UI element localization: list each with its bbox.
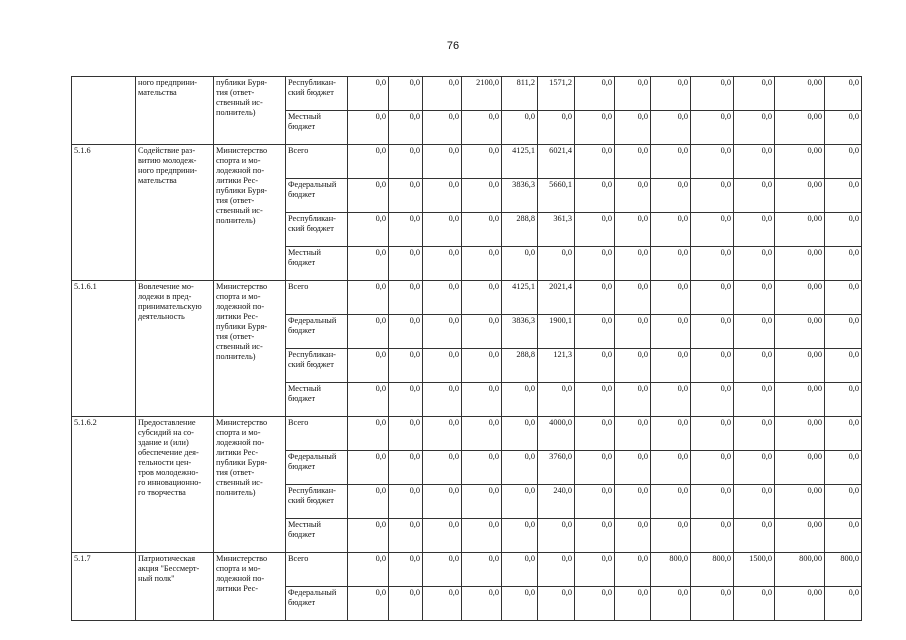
value-cell: 0,0 xyxy=(734,349,775,383)
value-cell: 0,0 xyxy=(651,145,691,179)
value-cell: 0,0 xyxy=(348,519,389,553)
value-cell: 0,0 xyxy=(348,587,389,621)
value-cell: 0,0 xyxy=(462,485,502,519)
value-cell: 0,0 xyxy=(615,281,651,315)
value-cell: 3760,0 xyxy=(538,451,575,485)
item-code: 5.1.7 xyxy=(72,553,136,621)
value-cell: 0,0 xyxy=(825,145,862,179)
value-cell: 0,0 xyxy=(734,587,775,621)
value-cell: 288,8 xyxy=(502,213,538,247)
value-cell: 0,0 xyxy=(651,77,691,111)
value-cell: 0,0 xyxy=(734,417,775,451)
value-cell: 0,0 xyxy=(575,417,615,451)
table-row xyxy=(72,417,862,451)
value-cell: 0,00 xyxy=(775,485,825,519)
value-cell: 0,0 xyxy=(734,77,775,111)
value-cell: 0,0 xyxy=(538,587,575,621)
value-cell: 0,0 xyxy=(423,383,462,417)
value-cell: 0,0 xyxy=(691,383,734,417)
value-cell: 0,00 xyxy=(775,179,825,213)
value-cell: 0,0 xyxy=(651,383,691,417)
funding-source: Местный бюджет xyxy=(286,247,348,281)
value-cell: 0,0 xyxy=(348,247,389,281)
value-cell: 0,0 xyxy=(575,315,615,349)
funding-source: Местный бюджет xyxy=(286,519,348,553)
table-row xyxy=(72,145,862,179)
value-cell: 0,0 xyxy=(691,281,734,315)
value-cell: 0,0 xyxy=(575,519,615,553)
funding-source: Всего xyxy=(286,281,348,315)
value-cell: 0,0 xyxy=(462,145,502,179)
value-cell: 0,0 xyxy=(462,281,502,315)
value-cell: 0,0 xyxy=(825,587,862,621)
value-cell: 0,0 xyxy=(734,485,775,519)
funding-source: Республикан- ский бюджет xyxy=(286,349,348,383)
value-cell: 0,0 xyxy=(734,247,775,281)
value-cell: 0,00 xyxy=(775,111,825,145)
value-cell: 0,0 xyxy=(538,383,575,417)
value-cell: 0,0 xyxy=(389,349,423,383)
value-cell: 0,0 xyxy=(651,485,691,519)
value-cell: 0,0 xyxy=(825,349,862,383)
value-cell: 2021,4 xyxy=(538,281,575,315)
value-cell: 0,0 xyxy=(615,315,651,349)
value-cell: 0,0 xyxy=(691,587,734,621)
value-cell: 0,0 xyxy=(502,247,538,281)
value-cell: 0,0 xyxy=(734,179,775,213)
item-name: Патриотическая акция "Бессмерт- ный полк" xyxy=(136,553,214,621)
value-cell: 0,0 xyxy=(462,179,502,213)
funding-source: Республикан- ский бюджет xyxy=(286,77,348,111)
value-cell: 0,0 xyxy=(825,417,862,451)
item-code: 5.1.6.2 xyxy=(72,417,136,553)
value-cell: 800,0 xyxy=(825,553,862,587)
value-cell: 0,0 xyxy=(462,553,502,587)
value-cell: 0,0 xyxy=(734,213,775,247)
value-cell: 0,0 xyxy=(538,519,575,553)
value-cell: 0,0 xyxy=(615,587,651,621)
value-cell: 0,0 xyxy=(423,417,462,451)
value-cell: 0,0 xyxy=(825,451,862,485)
value-cell: 361,3 xyxy=(538,213,575,247)
value-cell: 0,00 xyxy=(775,383,825,417)
value-cell: 0,0 xyxy=(502,417,538,451)
value-cell: 0,0 xyxy=(389,519,423,553)
value-cell: 0,0 xyxy=(423,553,462,587)
value-cell: 0,0 xyxy=(825,281,862,315)
value-cell: 0,0 xyxy=(423,349,462,383)
value-cell: 0,0 xyxy=(348,77,389,111)
value-cell: 0,00 xyxy=(775,349,825,383)
value-cell: 0,0 xyxy=(423,451,462,485)
value-cell: 240,0 xyxy=(538,485,575,519)
value-cell: 0,0 xyxy=(462,519,502,553)
budget-table xyxy=(71,76,862,621)
value-cell: 0,0 xyxy=(575,145,615,179)
value-cell: 0,0 xyxy=(423,213,462,247)
value-cell: 0,0 xyxy=(651,417,691,451)
value-cell: 0,0 xyxy=(502,553,538,587)
value-cell: 0,0 xyxy=(651,315,691,349)
value-cell: 0,0 xyxy=(389,553,423,587)
value-cell: 0,0 xyxy=(348,451,389,485)
value-cell: 0,0 xyxy=(423,247,462,281)
value-cell: 0,0 xyxy=(502,519,538,553)
value-cell: 0,0 xyxy=(575,485,615,519)
value-cell: 0,0 xyxy=(825,383,862,417)
value-cell: 0,0 xyxy=(462,111,502,145)
value-cell: 0,0 xyxy=(423,587,462,621)
table-row xyxy=(72,281,862,315)
value-cell: 0,0 xyxy=(502,451,538,485)
value-cell: 0,0 xyxy=(615,145,651,179)
value-cell: 0,0 xyxy=(389,145,423,179)
funding-source: Федеральный бюджет xyxy=(286,315,348,349)
funding-source: Федеральный бюджет xyxy=(286,179,348,213)
value-cell: 0,0 xyxy=(691,485,734,519)
value-cell: 0,0 xyxy=(575,281,615,315)
value-cell: 0,0 xyxy=(462,383,502,417)
value-cell: 0,0 xyxy=(348,553,389,587)
value-cell: 0,0 xyxy=(575,77,615,111)
value-cell: 0,0 xyxy=(651,111,691,145)
value-cell: 0,0 xyxy=(734,383,775,417)
value-cell: 0,0 xyxy=(691,519,734,553)
value-cell: 0,0 xyxy=(575,179,615,213)
value-cell: 0,00 xyxy=(775,77,825,111)
value-cell: 0,0 xyxy=(615,417,651,451)
value-cell: 0,0 xyxy=(734,451,775,485)
value-cell: 0,0 xyxy=(575,349,615,383)
value-cell: 0,00 xyxy=(775,587,825,621)
value-cell: 0,0 xyxy=(462,417,502,451)
funding-source: Местный бюджет xyxy=(286,111,348,145)
value-cell: 0,0 xyxy=(423,315,462,349)
value-cell: 0,0 xyxy=(502,587,538,621)
value-cell: 0,0 xyxy=(615,349,651,383)
value-cell: 0,0 xyxy=(538,247,575,281)
value-cell: 0,0 xyxy=(734,315,775,349)
value-cell: 0,0 xyxy=(348,145,389,179)
value-cell: 0,0 xyxy=(825,111,862,145)
value-cell: 0,0 xyxy=(691,315,734,349)
value-cell: 811,2 xyxy=(502,77,538,111)
value-cell: 0,0 xyxy=(348,111,389,145)
funding-source: Федеральный бюджет xyxy=(286,587,348,621)
value-cell: 0,0 xyxy=(691,179,734,213)
value-cell: 0,0 xyxy=(502,383,538,417)
value-cell: 0,0 xyxy=(389,485,423,519)
value-cell: 0,0 xyxy=(615,111,651,145)
value-cell: 0,0 xyxy=(691,451,734,485)
value-cell: 3836,3 xyxy=(502,179,538,213)
value-cell: 0,0 xyxy=(615,519,651,553)
value-cell: 0,0 xyxy=(651,281,691,315)
value-cell: 0,0 xyxy=(825,179,862,213)
value-cell: 0,0 xyxy=(825,247,862,281)
item-executor: Министерство спорта и мо- лодежной по- литики Рес- публики Буря- тия (ответ- ственный ис- полнитель) xyxy=(214,417,286,553)
value-cell: 0,0 xyxy=(462,213,502,247)
item-code xyxy=(72,77,136,145)
value-cell: 0,0 xyxy=(538,553,575,587)
value-cell: 121,3 xyxy=(538,349,575,383)
value-cell: 0,0 xyxy=(825,77,862,111)
value-cell: 0,0 xyxy=(615,485,651,519)
value-cell: 0,0 xyxy=(691,417,734,451)
value-cell: 0,0 xyxy=(389,383,423,417)
item-name: Содействие раз- витию молодеж- ного предприни- мательства xyxy=(136,145,214,281)
value-cell: 0,00 xyxy=(775,451,825,485)
value-cell: 0,0 xyxy=(462,587,502,621)
item-name: Вовлечение мо- лодежи в пред- принимательскую деятельность xyxy=(136,281,214,417)
table-row xyxy=(72,77,862,111)
value-cell: 0,0 xyxy=(691,349,734,383)
value-cell: 0,0 xyxy=(462,349,502,383)
item-name: Предоставление субсидий на со- здание и (или) обеспечение дея- тельности цен- тров молодежно- го инновационно- го творчества xyxy=(136,417,214,553)
value-cell: 0,0 xyxy=(825,485,862,519)
value-cell: 4125,1 xyxy=(502,281,538,315)
value-cell: 0,0 xyxy=(502,111,538,145)
value-cell: 0,0 xyxy=(651,213,691,247)
value-cell: 0,0 xyxy=(825,315,862,349)
value-cell: 0,0 xyxy=(423,281,462,315)
value-cell: 0,0 xyxy=(734,281,775,315)
value-cell: 0,0 xyxy=(734,519,775,553)
funding-source: Всего xyxy=(286,553,348,587)
value-cell: 0,0 xyxy=(575,451,615,485)
value-cell: 0,0 xyxy=(389,247,423,281)
value-cell: 0,0 xyxy=(615,213,651,247)
value-cell: 0,00 xyxy=(775,213,825,247)
value-cell: 0,0 xyxy=(348,315,389,349)
value-cell: 0,0 xyxy=(615,77,651,111)
value-cell: 5660,1 xyxy=(538,179,575,213)
value-cell: 0,0 xyxy=(423,77,462,111)
funding-source: Всего xyxy=(286,417,348,451)
value-cell: 0,00 xyxy=(775,519,825,553)
value-cell: 0,0 xyxy=(389,587,423,621)
value-cell: 0,00 xyxy=(775,145,825,179)
value-cell: 0,00 xyxy=(775,417,825,451)
value-cell: 0,0 xyxy=(389,77,423,111)
value-cell: 0,0 xyxy=(575,553,615,587)
item-code: 5.1.6.1 xyxy=(72,281,136,417)
funding-source: Республикан- ский бюджет xyxy=(286,213,348,247)
value-cell: 0,0 xyxy=(423,179,462,213)
value-cell: 0,0 xyxy=(615,247,651,281)
value-cell: 0,0 xyxy=(462,247,502,281)
value-cell: 4125,1 xyxy=(502,145,538,179)
value-cell: 0,0 xyxy=(651,247,691,281)
value-cell: 0,0 xyxy=(691,247,734,281)
value-cell: 1571,2 xyxy=(538,77,575,111)
value-cell: 0,0 xyxy=(651,451,691,485)
value-cell: 0,0 xyxy=(389,179,423,213)
value-cell: 800,0 xyxy=(691,553,734,587)
item-executor: Министерство спорта и мо- лодежной по- литики Рес- публики Буря- тия (ответ- ственный ис- полнитель) xyxy=(214,281,286,417)
value-cell: 288,8 xyxy=(502,349,538,383)
value-cell: 0,0 xyxy=(389,111,423,145)
value-cell: 0,0 xyxy=(615,553,651,587)
value-cell: 0,0 xyxy=(575,213,615,247)
value-cell: 0,0 xyxy=(423,485,462,519)
funding-source: Федеральный бюджет xyxy=(286,451,348,485)
value-cell: 0,0 xyxy=(615,383,651,417)
value-cell: 0,0 xyxy=(389,315,423,349)
value-cell: 0,0 xyxy=(575,247,615,281)
value-cell: 0,0 xyxy=(389,213,423,247)
value-cell: 0,0 xyxy=(423,519,462,553)
value-cell: 0,0 xyxy=(348,179,389,213)
funding-source: Местный бюджет xyxy=(286,383,348,417)
value-cell: 0,0 xyxy=(651,349,691,383)
value-cell: 0,0 xyxy=(348,485,389,519)
page-number: 76 xyxy=(446,40,460,52)
value-cell: 0,00 xyxy=(775,247,825,281)
value-cell: 0,0 xyxy=(502,485,538,519)
value-cell: 6021,4 xyxy=(538,145,575,179)
value-cell: 0,0 xyxy=(462,315,502,349)
value-cell: 0,0 xyxy=(734,145,775,179)
value-cell: 0,0 xyxy=(691,145,734,179)
value-cell: 0,0 xyxy=(651,179,691,213)
value-cell: 0,00 xyxy=(775,315,825,349)
value-cell: 0,0 xyxy=(825,519,862,553)
value-cell: 4000,0 xyxy=(538,417,575,451)
value-cell: 0,0 xyxy=(389,451,423,485)
funding-source: Республикан- ский бюджет xyxy=(286,485,348,519)
item-executor: Министерство спорта и мо- лодежной по- литики Рес- публики Буря- тия (ответ- ственный ис- полнитель) xyxy=(214,145,286,281)
table-row xyxy=(72,553,862,587)
value-cell: 800,0 xyxy=(651,553,691,587)
value-cell: 0,0 xyxy=(538,111,575,145)
value-cell: 1500,0 xyxy=(734,553,775,587)
value-cell: 0,0 xyxy=(825,213,862,247)
value-cell: 0,0 xyxy=(423,111,462,145)
value-cell: 0,0 xyxy=(691,111,734,145)
value-cell: 0,0 xyxy=(389,281,423,315)
value-cell: 800,00 xyxy=(775,553,825,587)
value-cell: 0,0 xyxy=(348,383,389,417)
value-cell: 0,0 xyxy=(651,587,691,621)
value-cell: 1900,1 xyxy=(538,315,575,349)
value-cell: 0,0 xyxy=(734,111,775,145)
value-cell: 0,0 xyxy=(423,145,462,179)
value-cell: 0,0 xyxy=(691,213,734,247)
value-cell: 0,0 xyxy=(348,213,389,247)
value-cell: 0,0 xyxy=(348,349,389,383)
item-code: 5.1.6 xyxy=(72,145,136,281)
value-cell: 2100,0 xyxy=(462,77,502,111)
item-executor: Министерство спорта и мо- лодежной по- литики Рес- xyxy=(214,553,286,621)
funding-source: Всего xyxy=(286,145,348,179)
value-cell: 0,0 xyxy=(615,451,651,485)
value-cell: 0,0 xyxy=(575,111,615,145)
value-cell: 0,0 xyxy=(575,587,615,621)
value-cell: 3836,3 xyxy=(502,315,538,349)
value-cell: 0,0 xyxy=(691,77,734,111)
value-cell: 0,0 xyxy=(651,519,691,553)
value-cell: 0,0 xyxy=(348,417,389,451)
item-executor: публики Буря- тия (ответ- ственный ис- полнитель) xyxy=(214,77,286,145)
value-cell: 0,0 xyxy=(348,281,389,315)
item-name: ного предприни- мательства xyxy=(136,77,214,145)
value-cell: 0,0 xyxy=(389,417,423,451)
value-cell: 0,0 xyxy=(575,383,615,417)
value-cell: 0,0 xyxy=(462,451,502,485)
value-cell: 0,00 xyxy=(775,281,825,315)
value-cell: 0,0 xyxy=(615,179,651,213)
